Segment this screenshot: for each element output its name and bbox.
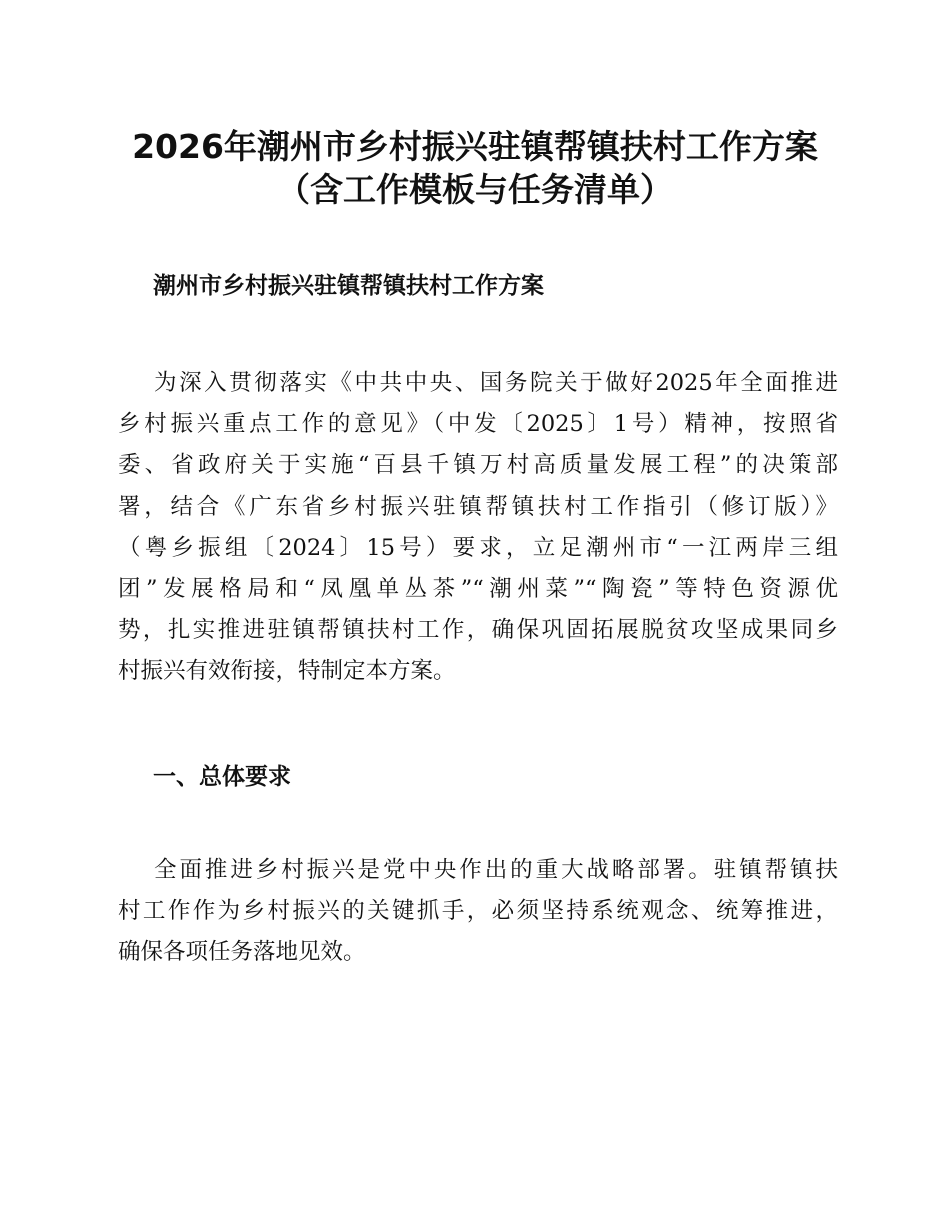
- paragraph-line: 为深入贯彻落实《中共中央、国务院关于做好2025年全面推进: [154, 370, 838, 396]
- document-subtitle: 潮州市乡村振兴驻镇帮镇扶村工作方案: [153, 272, 544, 299]
- paragraph-line: 署，结合《广东省乡村振兴驻镇帮镇扶村工作指引（修订版）》: [118, 493, 838, 520]
- document-title-line-1: 2026年潮州市乡村振兴驻镇帮镇扶村工作方案: [132, 127, 818, 166]
- document-title-line-2: （含工作模板与任务清单）: [277, 170, 673, 209]
- paragraph-line: 全面推进乡村振兴是党中央作出的重大战略部署。驻镇帮镇扶: [154, 857, 838, 883]
- intro-paragraph: [118, 363, 838, 693]
- paragraph-line: （粤乡振组〔2024〕15号）要求，立足潮州市“一江两岸三组: [118, 534, 838, 561]
- paragraph-line: 势，扎实推进驻镇帮镇扶村工作，确保巩固拓展脱贫攻坚成果同乡: [118, 617, 838, 644]
- paragraph-line: 确保各项任务落地见效。: [118, 939, 366, 966]
- paragraph-line: 委、省政府关于实施“百县千镇万村高质量发展工程”的决策部: [118, 452, 838, 479]
- paragraph-line: 乡村振兴重点工作的意见》（中发〔2025〕1号）精神，按照省: [118, 411, 838, 438]
- paragraph-line: 村工作作为乡村振兴的关键抓手，必须坚持系统观念、统筹推进，: [118, 898, 838, 925]
- section-heading-general-requirements: 一、总体要求: [153, 763, 291, 790]
- paragraph-line: 团”发展格局和“凤凰单丛茶”“潮州菜”“陶瓷”等特色资源优: [118, 575, 838, 602]
- section-1-paragraph: [118, 850, 838, 974]
- paragraph-line: 村振兴有效衔接，特制定本方案。: [118, 658, 456, 685]
